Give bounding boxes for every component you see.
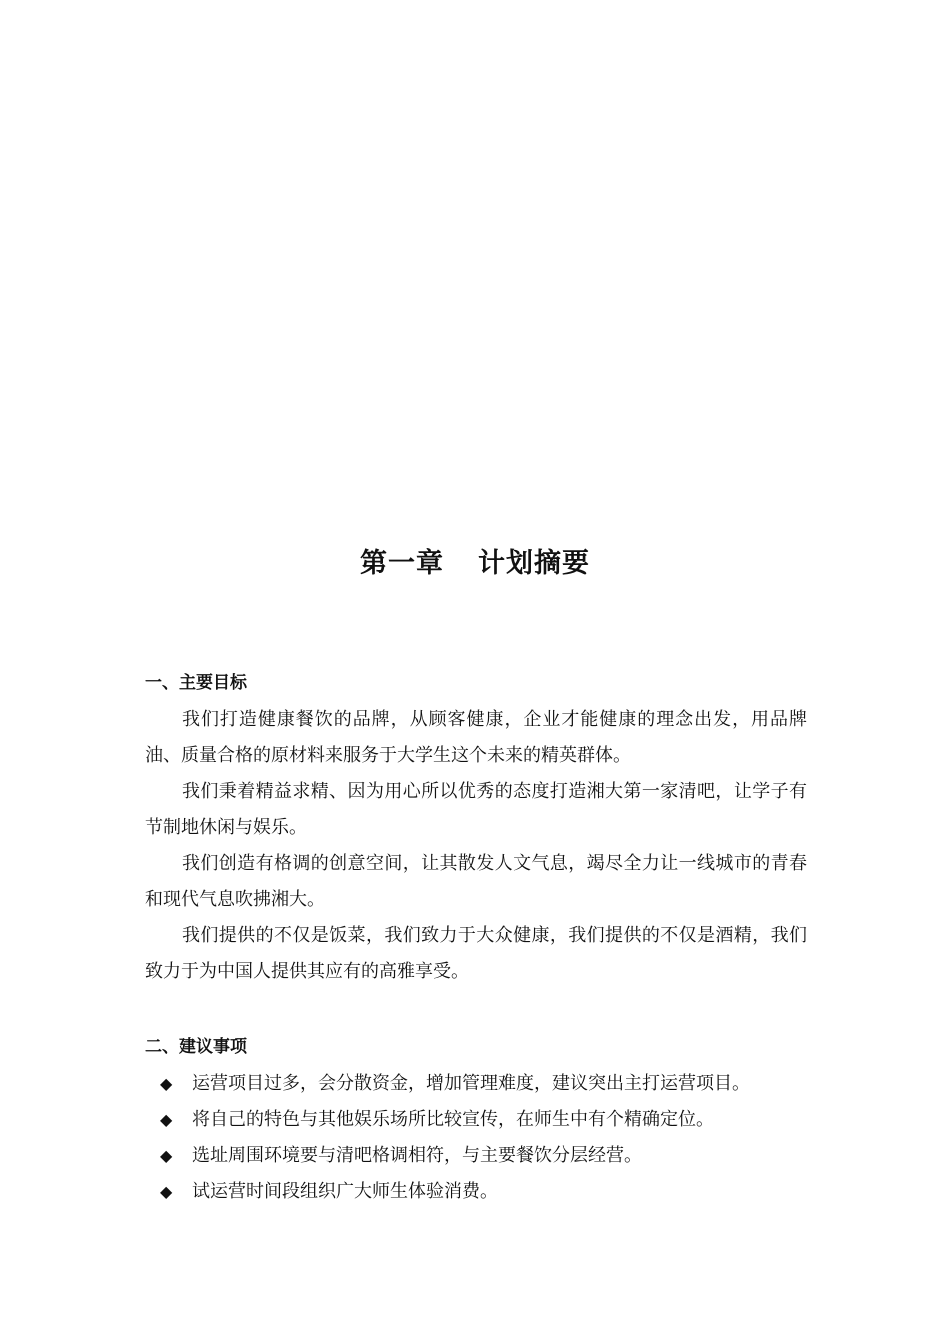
diamond-bullet-icon: ◆ xyxy=(160,1182,173,1201)
chapter-title xyxy=(0,542,950,586)
list-item xyxy=(145,1102,807,1138)
section-heading: 一、主要目标 xyxy=(145,673,247,693)
chapter-name: 计划摘要 xyxy=(478,548,590,579)
paragraph: 我们打造健康餐饮的品牌，从顾客健康，企业才能健康的理念出发，用品牌油、质量合格的原材料来服务于大学生这个未来的精英群体。 xyxy=(145,709,807,766)
section-main-goals xyxy=(145,670,807,990)
recommendation-list xyxy=(145,1066,807,1210)
paragraph: 我们提供的不仅是饭菜，我们致力于大众健康，我们提供的不仅是酒精，我们致力于为中国人提供其应有的高雅享受。 xyxy=(145,925,807,982)
list-item xyxy=(145,1138,807,1174)
section-recommendations xyxy=(145,1034,807,1210)
list-item xyxy=(145,1066,807,1102)
section-heading: 二、建议事项 xyxy=(145,1037,247,1057)
paragraph: 我们创造有格调的创意空间，让其散发人文气息，竭尽全力让一线城市的青春和现代气息吹拂湘大。 xyxy=(145,853,807,910)
list-item xyxy=(145,1174,807,1210)
diamond-bullet-icon: ◆ xyxy=(160,1074,173,1093)
chapter-label: 第一章 xyxy=(360,548,444,579)
list-item-text: 运营项目过多，会分散资金，增加管理难度，建议突出主打运营项目。 xyxy=(192,1073,750,1094)
list-item-text: 试运营时间段组织广大师生体验消费。 xyxy=(192,1181,498,1202)
list-item-text: 将自己的特色与其他娱乐场所比较宣传，在师生中有个精确定位。 xyxy=(192,1109,714,1130)
diamond-bullet-icon: ◆ xyxy=(160,1146,173,1165)
diamond-bullet-icon: ◆ xyxy=(160,1110,173,1129)
list-item-text: 选址周围环境要与清吧格调相符，与主要餐饮分层经营。 xyxy=(192,1145,642,1166)
paragraph: 我们秉着精益求精、因为用心所以优秀的态度打造湘大第一家清吧，让学子有节制地休闲与娱乐。 xyxy=(145,781,807,838)
